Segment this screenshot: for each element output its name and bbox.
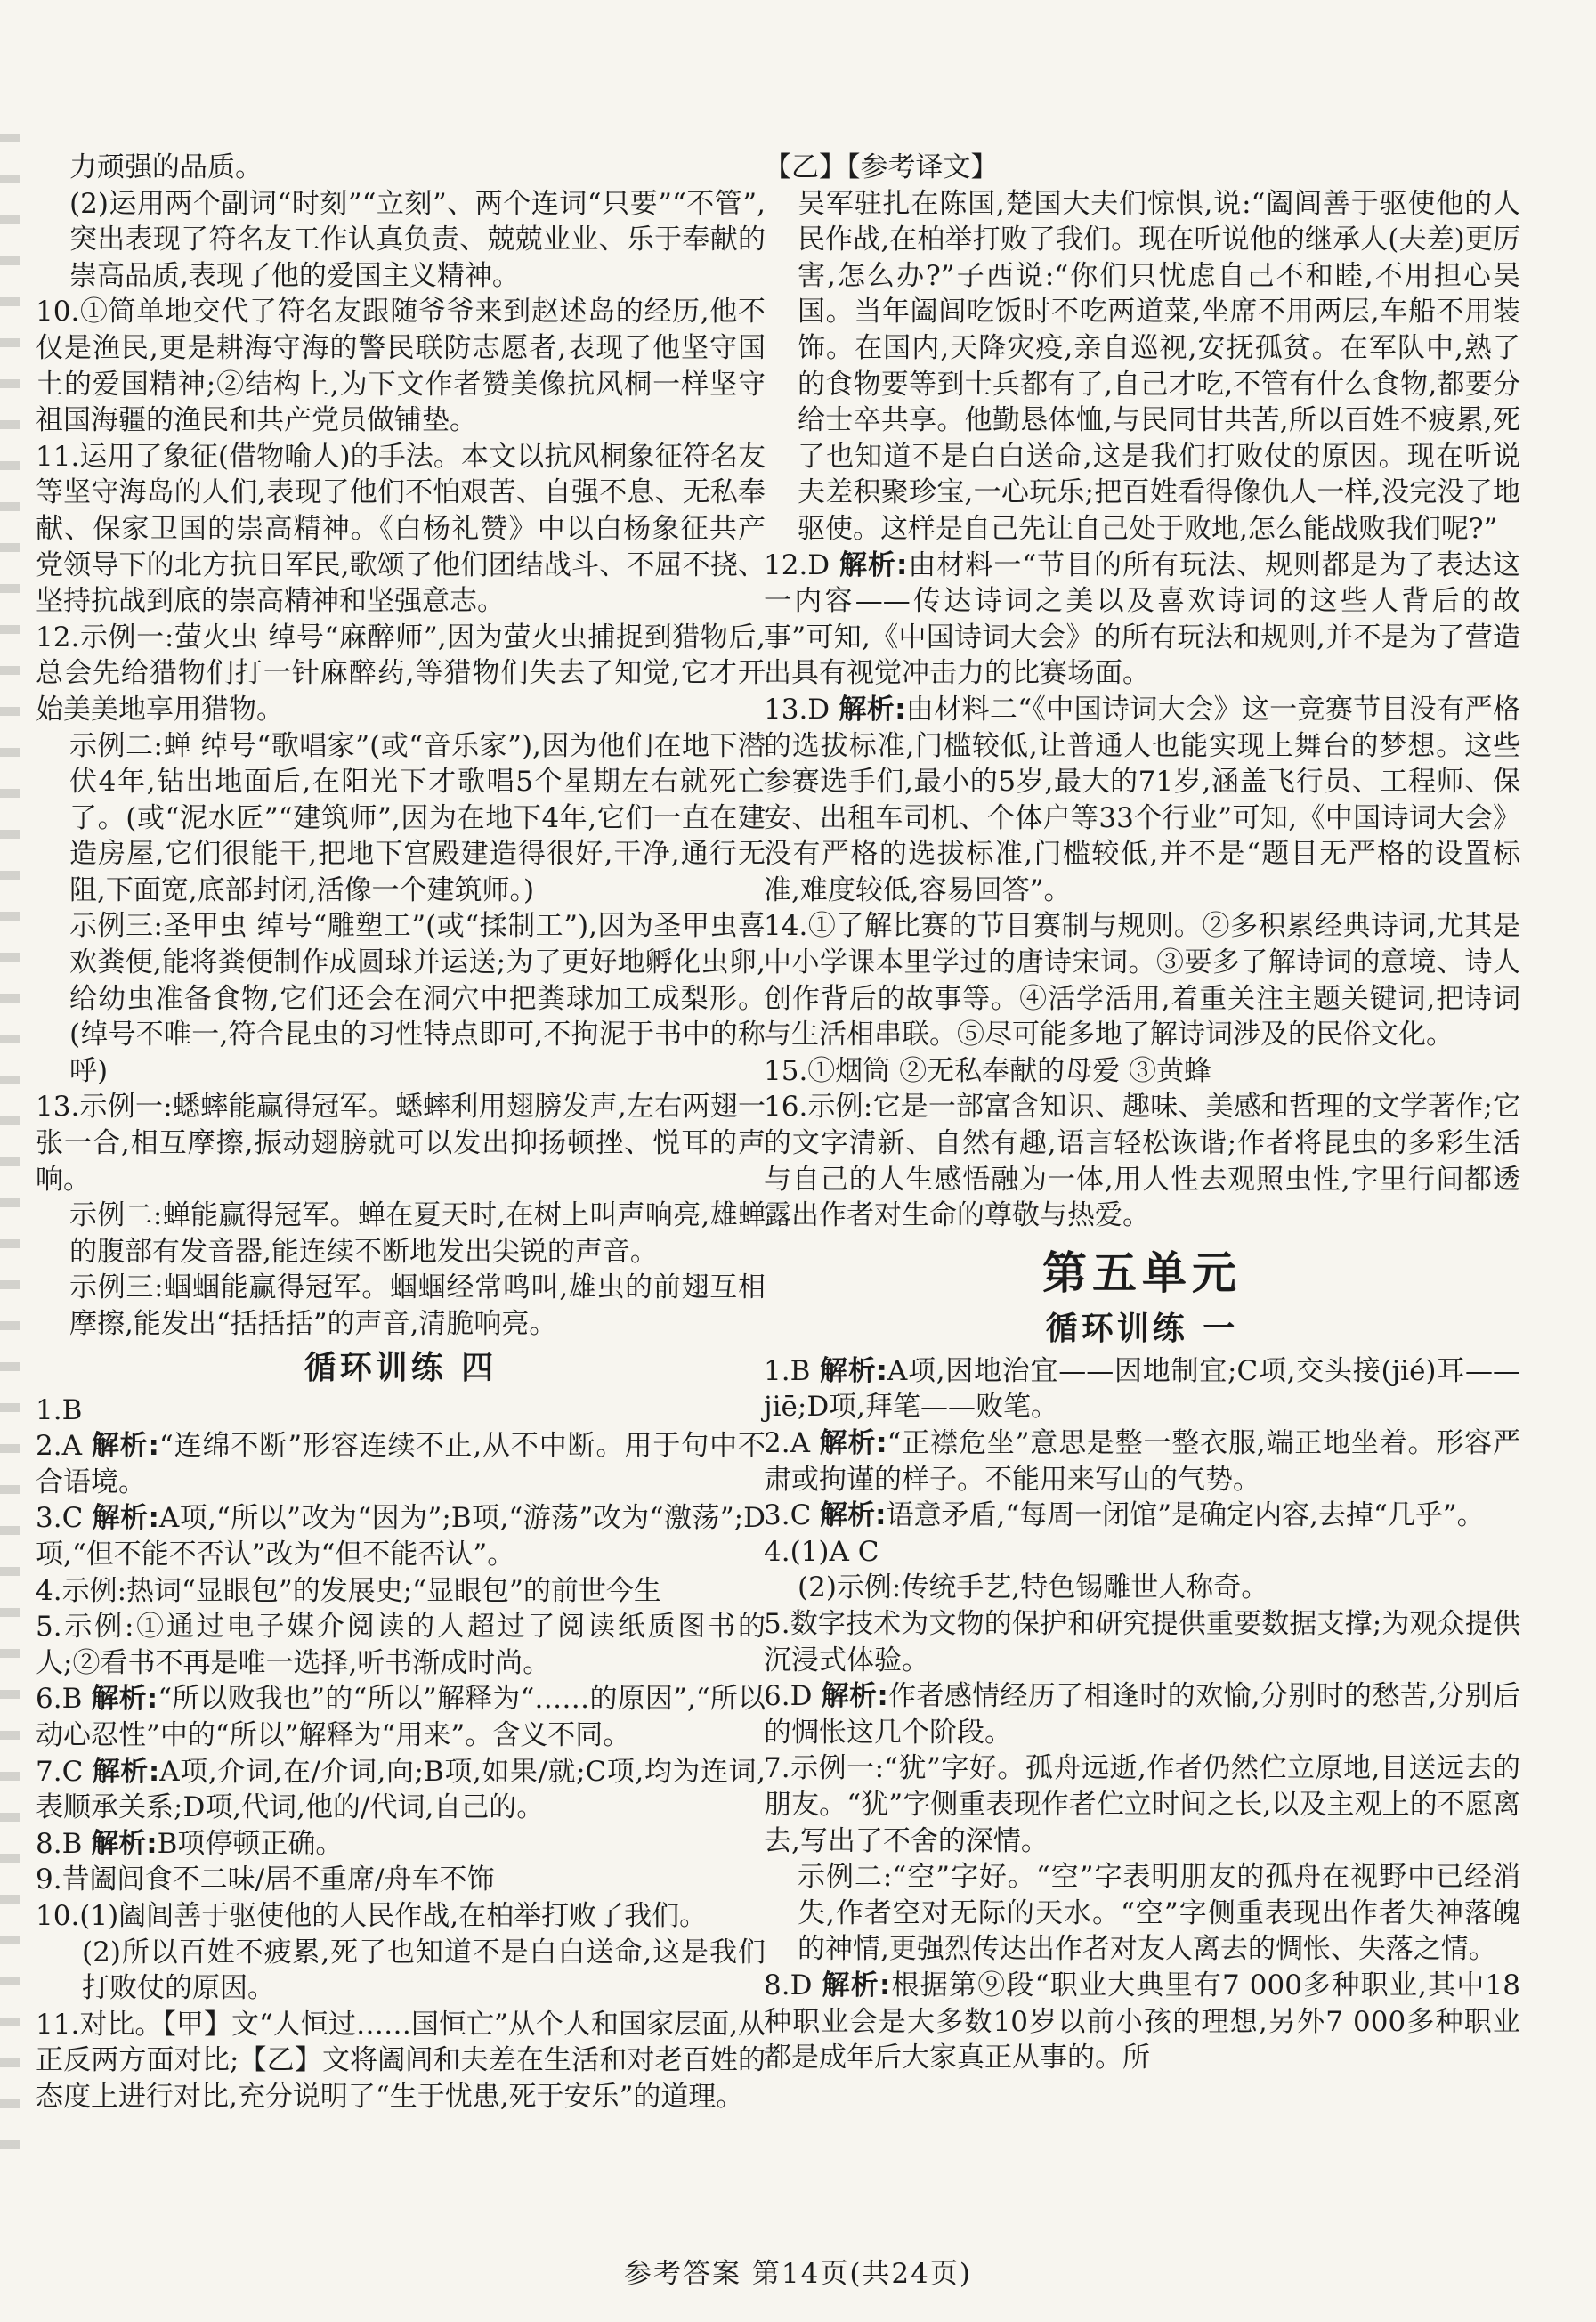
answer-3: 3.C 解析:语意矛盾,“每周一闭馆”是确定内容,去掉“几乎”。 [764,1499,1485,1532]
answer-2: 2.A 解析:“正襟危坐”意思是整一整衣服,端正地坐着。形容严肃或拘谨的样子。不能用来写山的气势。 [764,1427,1520,1496]
answer-10: 10.①简单地交代了符名友跟随爷爷来到赵述岛的经历,他不仅是渔民,更是耕海守海的警民联防志愿者,表现了他坚守国土的爱国精神;②结构上,为下文作者赞美像抗风桐一样坚守祖国海疆的渔民和共产党员做铺垫。 [36,296,766,437]
answer-5: 5.示例:①通过电子媒介阅读的人超过了阅读纸质图书的人;②看书不再是唯一选择,听书渐成时尚。 [36,1611,766,1679]
answer-12: 12.D 解析:由材料一“节目的所有玩法、规则都是为了表达这一内容——传达诗词之美以及喜欢诗词的这些人背后的故事”可知,《中国诗词大会》的所有玩法和规则,并不是为了营造出具有视觉冲击力的比赛场面。 [764,548,1520,690]
analysis-label: 解析: [92,1502,159,1535]
answer-7-example-1: 7.示例一:“犹”字好。孤舟远逝,作者仍然伫立原地,目送远去的朋友。“犹”字侧重表现作者伫立时间之长,以及主观上的不愿离去,写出了不舍的深情。 [764,1752,1520,1857]
answer-4-part-2: (2)示例:传统手艺,特色锡雕世人称奇。 [798,1571,1269,1604]
answer-13-example-2: 示例二:蝉能赢得冠军。蝉在夏天时,在树上叫声响亮,雄蝉的腹部有发音器,能连续不断地发出尖锐的声音。 [69,1199,766,1268]
answer-15: 15.①烟筒 ②无私奉献的母爱 ③黄蜂 [764,1054,1212,1087]
analysis-label: 解析: [821,1680,888,1713]
analysis-label: 解析: [839,693,906,726]
answer-7: 7.C 解析:A项,介词,在/介词,向;B项,如果/就;C项,均为连词,表顺承关系;D项,代词,他的/代词,自己的。 [36,1755,766,1824]
answer-7-example-2: 示例二:“空”字好。“空”字表明朋友的孤舟在视野中已经消失,作者空对无际的天水。“空”字侧重表现出作者失神落魄的神情,更强烈传达出作者对友人离去的惆怅、失落之情。 [798,1861,1520,1966]
analysis-label: 解析: [839,548,908,581]
translation-title: 【乙】【参考译文】 [764,151,999,183]
answer-10-part-1: 10.(1)阖闾善于驱使他的人民作战,在柏举打败了我们。 [36,1899,708,1932]
section-heading: 循环训练 一 [1045,1310,1239,1347]
analysis-label: 解析: [822,1969,891,2001]
unit-title: 第五单元 [1042,1246,1242,1299]
answer-6: 6.D 解析:作者感情经历了相逢时的欢愉,分别时的愁苦,分别后的惆怅这几个阶段。 [764,1680,1520,1749]
answer-4-part-1: 4.(1)A C [764,1535,879,1568]
answer-1: 1.B [36,1393,83,1426]
answer-10-part-2: (2)所以百姓不疲累,死了也知道不是白白送命,这是我们打败仗的原因。 [82,1936,766,2005]
analysis-label: 解析: [91,1827,158,1860]
translation-text: 吴军驻扎在陈国,楚国大夫们惊惧,说:“阖闾善于驱使他的人民作战,在柏举打败了我们。现在听说他的继承人(夫差)更厉害,怎么办?”子西说:“你们只忧虑自己不和睦,不用担心吴国。当年阖闾吃饭时不吃两道菜,坐席不用两层,车船不用装饰。在国内,天降灾疫,亲自巡视,安抚孤贫。在军队中,熟了的食物要等到士兵都有了,自己才吃,不管有什么食物,都要分给士卒共享。他勤恳体恤,与民同甘共苦,所以百姓不疲累,死了也知道不是白白送命,这是我们打败仗的原因。现在听说夫差积聚珍宝,一心玩乐;把百姓看得像仇人一样,没完没了地驱使。这样是自己先让自己处于败地,怎么能战败我们呢?” [798,187,1520,545]
answer-16: 16.示例:它是一部富含知识、趣味、美感和哲理的文学著作;它的文字清新、自然有趣,语言轻松诙谐;作者将昆虫的多彩生活与自己的人生感悟融为一体,用人性去观照虫性,字里行间都透露出作者对生命的尊敬与热爱。 [764,1091,1520,1232]
answer-13-example-3: 示例三:蝈蝈能赢得冠军。蝈蝈经常鸣叫,雄虫的前翅互相摩擦,能发出“括括括”的声音,清脆响亮。 [69,1271,766,1340]
answer-text: (2)运用两个副词“时刻”“立刻”、两个连词“只要”“不管”,突出表现了符名友工作认真负责、兢兢业业、乐于奉献的崇高品质,表现了他的爱国主义精神。 [69,187,766,292]
answer-5: 5.数字技术为文物的保护和研究提供重要数据支撑;为观众提供沉浸式体验。 [764,1607,1520,1677]
answer-3: 3.C 解析:A项,“所以”改为“因为”;B项,“游荡”改为“激荡”;D项,“但不能不否认”改为“但不能否认”。 [36,1502,766,1571]
answer-13-example-1: 13.示例一:蟋蟀能赢得冠军。蟋蟀利用翅膀发声,左右两翅一张一合,相互摩擦,振动翅膀就可以发出抑扬顿挫、悦耳的声响。 [36,1091,766,1196]
answer-13: 13.D 解析:由材料二“《中国诗词大会》这一竞赛节目没有严格的选拔标准,门槛较低,让普通人也能实现上舞台的梦想。这些参赛选手们,最小的5岁,最大的71岁,涵盖飞行员、工程师、保安、出租车司机、个体户等33个行业”可知,《中国诗词大会》没有严格的选拔标准,门槛较低,并不是“题目无严格的设置标准,难度较低,容易回答”。 [764,693,1520,906]
analysis-label: 解析: [820,1499,887,1532]
answer-12-example-1: 12.示例一:萤火虫 绰号“麻醉师”,因为萤火虫捕捉到猎物后,总会先给猎物们打一针麻醉药,等猎物们失去了知觉,它才开始美美地享用猎物。 [36,621,766,726]
answer-1: 1.B 解析:A项,因地治宜——因地制宜;C项,交头接(jié)耳——jiē;D项,拜笔——败笔。 [764,1354,1521,1424]
answer-2: 2.A 解析:“连绵不断”形容连续不止,从不中断。用于句中不合语境。 [36,1430,766,1498]
page-bleed-margin [0,134,20,2181]
answer-4: 4.示例:热词“显眼包”的发展史;“显眼包”的前世今生 [36,1574,661,1607]
answer-12-example-3: 示例三:圣甲虫 绰号“雕塑工”(或“揉制工”),因为圣甲虫喜欢粪便,能将粪便制作成圆球并运送;为了更好地孵化虫卵,给幼虫准备食物,它们还会在洞穴中把粪球加工成梨形。(绰号不唯一,符合昆虫的习性特点即可,不拘泥于书中的称呼) [69,910,766,1087]
analysis-label: 解析: [819,1354,887,1387]
answer-11: 11.运用了象征(借物喻人)的手法。本文以抗风桐象征符名友等坚守海岛的人们,表现了他们不怕艰苦、自强不息、无私奉献、保家卫国的崇高精神。《白杨礼赞》中以白杨象征共产党领导下的北方抗日军民,歌颂了他们团结战斗、不屈不挠、坚持抗战到底的崇高精神和坚强意志。 [36,440,766,618]
answer-12-example-2: 示例二:蝉 绰号“歌唱家”(或“音乐家”),因为他们在地下潜伏4年,钻出地面后,在阳光下才歌唱5个星期左右就死亡了。(或“泥水匠”“建筑师”,因为在地下4年,它们一直在建造房屋,它们很能干,把地下宫殿建造得很好,干净,通行无阻,下面宽,底部封闭,活像一个建筑师。) [69,729,766,906]
section-heading: 循环训练 四 [304,1349,498,1386]
analysis-label: 解析: [91,1430,159,1463]
answer-11: 11.对比。【甲】文“人恒过……国恒亡”从个人和国家层面,从正反两方面对比;【乙】文将阖闾和夫差在生活和对老百姓的态度上进行对比,充分说明了“生于忧患,死于安乐”的道理。 [36,2008,766,2113]
answer-14: 14.①了解比赛的节目赛制与规则。②多积累经典诗词,尤其是中小学课本里学过的唐诗宋词。③要多了解诗词的意境、诗人创作背后的故事等。④活学活用,着重关注主题关键词,把诗词与生活相串联。⑤尽可能多地了解诗词涉及的民俗文化。 [764,910,1520,1051]
answer-8: 8.D 解析:根据第⑨段“职业大典里有7 000多种职业,其中18种职业会是大多数10岁以前小孩的理想,另外7 000多种职业都是成年后大家真正从事的。所 [764,1969,1520,2074]
answer-6: 6.B 解析:“所以败我也”的“所以”解释为“……的原因”,“所以动心忍性”中的“所以”解释为“用来”。含义不同。 [36,1683,766,1751]
left-column [36,150,766,2115]
page-footer: 参考答案 第14页(共24页) [624,2258,972,2290]
analysis-label: 解析: [91,1683,158,1716]
analysis-label: 解析: [819,1427,887,1459]
answer-8: 8.B 解析:B项停顿正确。 [36,1827,344,1860]
answer-text: 力顽强的品质。 [69,151,263,183]
right-column [764,150,1520,2076]
analysis-label: 解析: [92,1755,160,1788]
answer-9: 9.昔阖闾食不二味/居不重席/舟车不饰 [36,1863,495,1896]
